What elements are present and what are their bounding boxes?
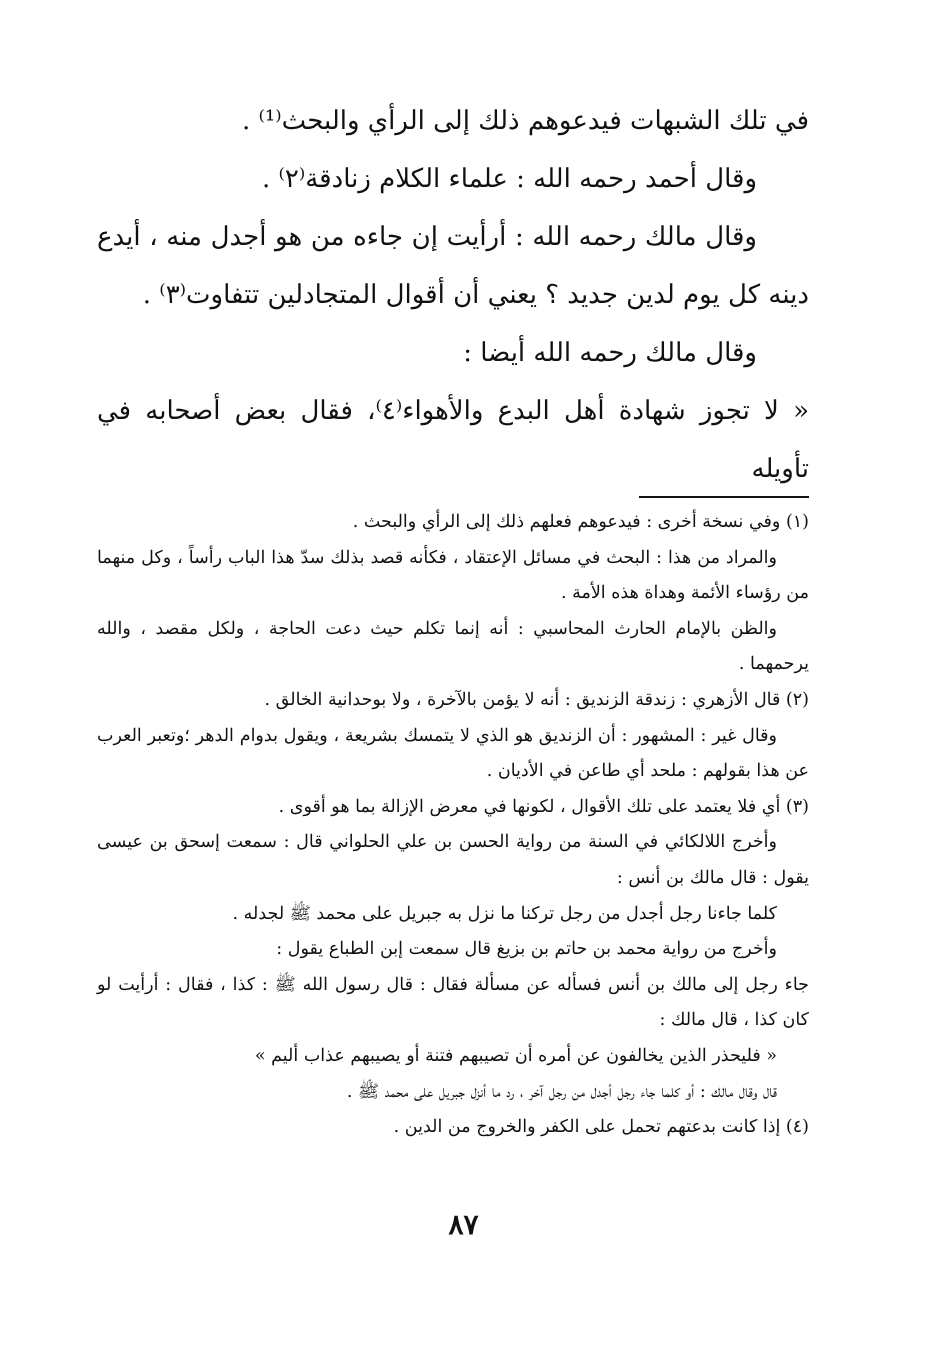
footnote-2: (٢) قال الأزهري : زندقة الزنديق : أنه لا يؤمن بالآخرة ، ولا بوحدانية الخالق .	[264, 689, 809, 710]
footnote-1-continuation: والمراد من هذا : البحث في مسائل الإعتقاد ، فكأنه قصد بذلك سدّ هذا الباب رأساً ، وكل منهما من رؤساء الأئمة وهداة هذه الأمة .	[97, 547, 809, 604]
main-text-body	[97, 92, 809, 498]
main-paragraph-4: وقال مالك رحمه الله أيضا :	[463, 338, 757, 368]
footnotes-block	[97, 505, 809, 1146]
footnote-3-continuation: وأخرج اللالكائي في السنة من رواية الحسن بن علي الحلواني قال : سمعت إسحق بن عيسى يقول : قال مالك بن أنس :	[97, 832, 809, 888]
main-paragraph-5: « لا تجوز شهادة أهل البدع والأهواء⁽٤⁾، فقال بعض أصحابه في تأويله	[97, 396, 809, 484]
footnote-3-continuation: وأخرج من رواية محمد بن حاتم بن بزيغ قال سمعت إبن الطباع يقول :	[276, 939, 777, 960]
main-paragraph-3: وقال مالك رحمه الله : أرأيت إن جاءه من هو أجدل منه ، أيدع دينه كل يوم لدين جديد ؟ يعني أن أقوال المتجادلين تتفاوت⁽٣⁾ .	[97, 222, 809, 310]
footnote-3-quran-quote: « فليحذر الذين يخالفون عن أمره أن تصيبهم فتنة أو يصيبهم عذاب أليم »	[254, 1045, 777, 1066]
footnote-3-continuation: كلما جاءنا رجل أجدل من رجل تركنا ما نزل به جبريل على محمد ﷺ لجدله .	[232, 903, 777, 924]
footnote-3-continuation: قال وقال مالك : أو كلما جاء رجل أجدل من رجل آخر ، رد ما أنزل جبريل على محمد ﷺ .	[346, 1081, 777, 1102]
main-paragraph-1: في تلك الشبهات فيدعوهم ذلك إلى الرأي والبحث⁽¹⁾ .	[241, 106, 809, 136]
main-paragraph-2: وقال أحمد رحمه الله : علماء الكلام زنادقة⁽٢⁾ .	[261, 164, 757, 194]
footnote-3: (٣) أي فلا يعتمد على تلك الأقوال ، لكونها في معرض الإزالة بما هو أقوى .	[278, 796, 809, 817]
footnote-1: (١) وفي نسخة أخرى : فيدعوهم فعلهم ذلك إلى الرأي والبحث .	[352, 512, 809, 532]
footnote-4: (٤) إذا كانت بدعتهم تحمل على الكفر والخروج من الدين .	[393, 1117, 809, 1138]
footnote-1-continuation: والظن بالإمام الحارث المحاسبي : أنه إنما تكلم حيث دعت الحاجة ، ولكل مقصد ، والله يرحمهما .	[97, 618, 809, 675]
footnote-3-continuation: جاء رجل إلى مالك بن أنس فسأله عن مسألة فقال : قال رسول الله ﷺ : كذا ، فقال : أرأيت لو كان كذا ، قال مالك :	[97, 974, 809, 1031]
footnote-2-continuation: وقال غير : المشهور : أن الزنديق هو الذي لا يتمسك بشريعة ، ويقول بدوام الدهر ؛وتعبر العرب عن هذا بقولهم : ملحد أي طاعن في الأديان .	[97, 725, 809, 782]
page-number: ٨٧	[448, 1208, 479, 1241]
footnote-separator	[639, 496, 809, 498]
